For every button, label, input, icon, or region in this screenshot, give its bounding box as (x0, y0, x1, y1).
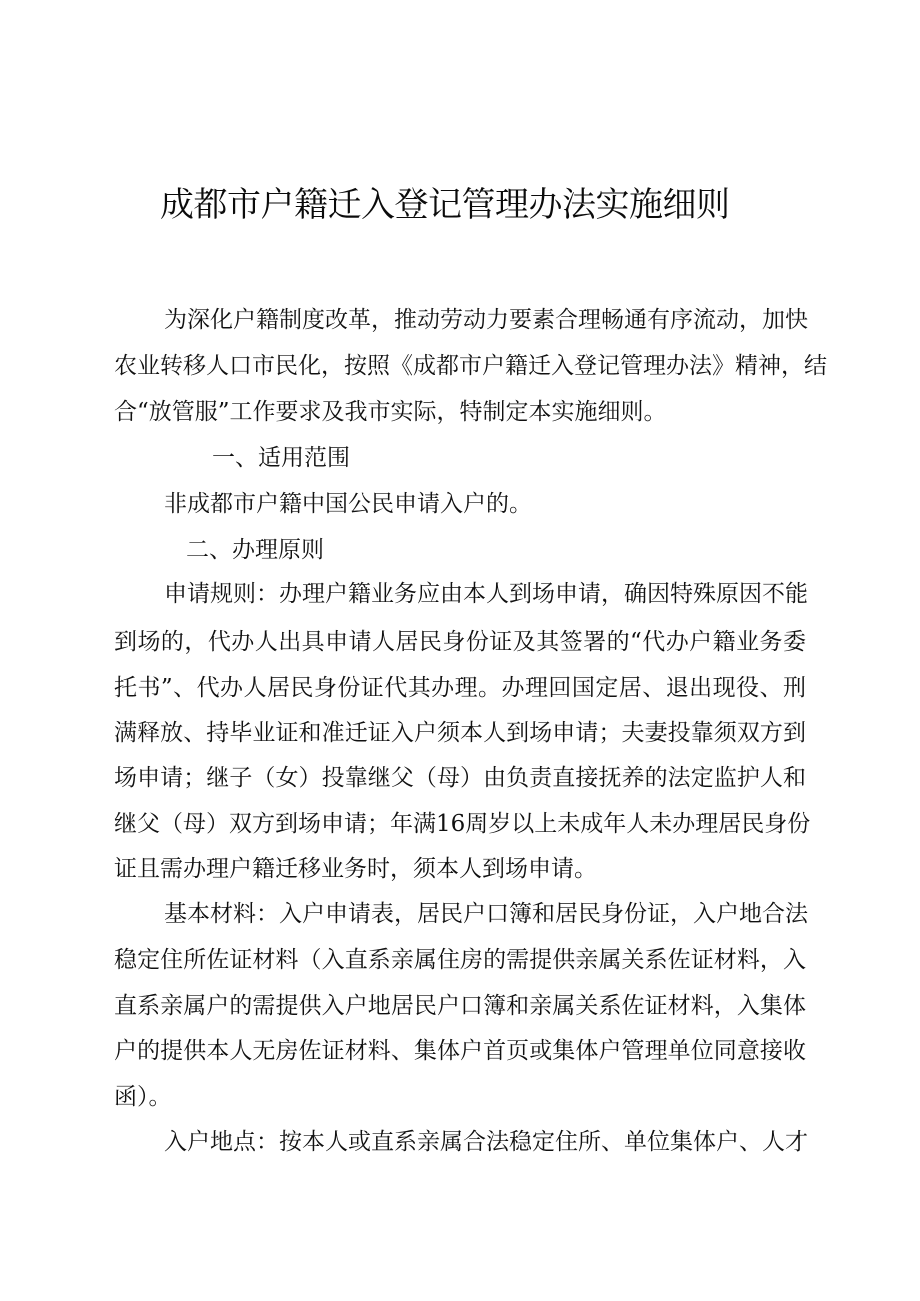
paragraph-line: 基本材料：入户申请表，居民户口簿和居民身份证，入户地合法 (164, 901, 808, 927)
paragraph-line: 托书”、代办人居民身份证代其办理。办理回国定居、退出现役、刑 (114, 675, 806, 701)
paragraph-line: 合“放管服”工作要求及我市实际，特制定本实施细则。 (114, 399, 667, 425)
paragraph-line: 稳定住所佐证材料（入直系亲属住房的需提供亲属关系佐证材料，入 (114, 947, 806, 973)
section-heading: 一、适用范围 (212, 445, 350, 471)
paragraph-line: 场申请；继子（女）投靠继父（母）由负责直接抚养的法定监护人和 (114, 765, 806, 791)
section-heading: 二、办理原则 (186, 537, 324, 563)
document-title: 成都市户籍迁入登记管理办法实施细则 (160, 185, 730, 225)
paragraph-line: 申请规则：办理户籍业务应由本人到场申请，确因特殊原因不能 (164, 581, 808, 607)
paragraph-line: 函）。 (114, 1084, 172, 1110)
paragraph-line: 满释放、持毕业证和准迁证入户须本人到场申请；夫妻投靠须双方到 (114, 720, 806, 746)
paragraph-line: 入户地点：按本人或直系亲属合法稳定住所、单位集体户、人才 (164, 1129, 808, 1155)
paragraph-line: 直系亲属户的需提供入户地居民户口簿和亲属关系佐证材料，入集体 (114, 993, 806, 1019)
paragraph-line: 证且需办理户籍迁移业务时，须本人到场申请。 (114, 856, 597, 882)
paragraph-line: 到场的，代办人出具申请人居民身份证及其签署的“代办户籍业务委 (114, 629, 806, 655)
paragraph-line: 农业转移人口市民化，按照《成都市户籍迁入登记管理办法》精神，结 (114, 353, 827, 379)
paragraph-line: 户的提供本人无房佐证材料、集体户首页或集体户管理单位同意接收 (114, 1038, 806, 1064)
paragraph-line: 为深化户籍制度改革，推动劳动力要素合理畅通有序流动，加快 (164, 307, 808, 333)
paragraph-line: 继父（母）双方到场申请；年满16周岁以上未成年人未办理居民身份 (114, 811, 811, 837)
paragraph-line: 非成都市户籍中国公民申请入户的。 (164, 491, 532, 517)
